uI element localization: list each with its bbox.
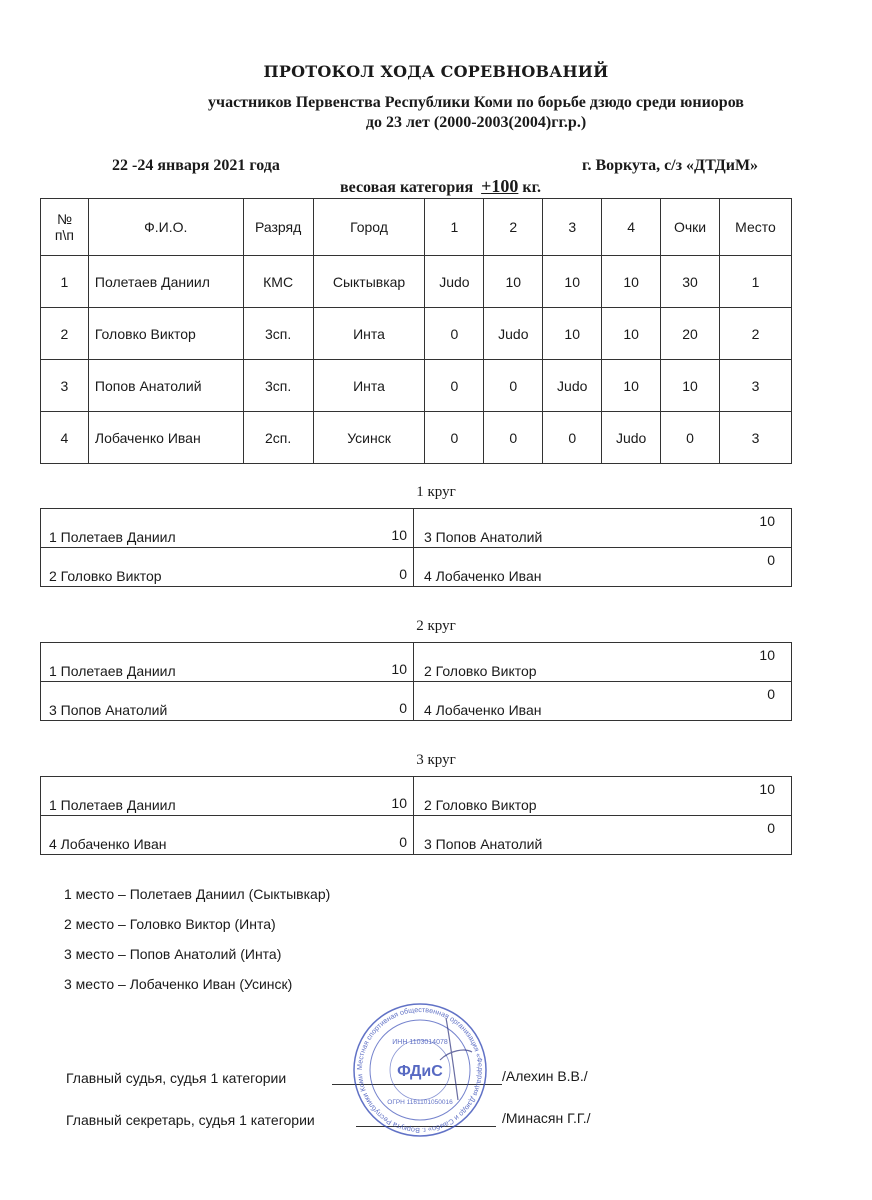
stamp-ring-text: Местная спортивная общественная организация «Федерация Дзюдо и Самбо» г. Воркута Республики Коми bbox=[354, 1004, 486, 1136]
column-header: Место bbox=[720, 199, 792, 256]
table-cell: 0 bbox=[425, 360, 484, 412]
right-competitor-cell bbox=[414, 548, 791, 586]
round-bouts bbox=[40, 776, 792, 855]
column-header: 3 bbox=[543, 199, 602, 256]
column-header: 4 bbox=[602, 199, 661, 256]
final-place-line: 2 место – Головко Виктор (Инта) bbox=[64, 916, 276, 932]
table-cell: 3сп. bbox=[243, 360, 313, 412]
table-cell: 1 bbox=[720, 256, 792, 308]
table-cell: Попов Анатолий bbox=[88, 360, 243, 412]
competitor-name: 3 Попов Анатолий bbox=[424, 529, 543, 545]
column-header: Город bbox=[313, 199, 425, 256]
table-cell: КМС bbox=[243, 256, 313, 308]
table-row bbox=[41, 256, 792, 308]
table-cell: 0 bbox=[661, 412, 720, 464]
table-cell: 10 bbox=[602, 256, 661, 308]
competitor-name: 3 Попов Анатолий bbox=[424, 836, 543, 852]
weight-unit: кг. bbox=[522, 179, 542, 196]
competitor-score: 0 bbox=[399, 700, 407, 716]
table-cell: 0 bbox=[484, 412, 543, 464]
column-header: 1 bbox=[425, 199, 484, 256]
table-cell: 10 bbox=[543, 256, 602, 308]
table-cell: 2 bbox=[720, 308, 792, 360]
stamp-center-text: ФДиС bbox=[397, 1063, 443, 1080]
competitor-name: 2 Головко Виктор bbox=[424, 663, 537, 679]
competitor-name: 4 Лобаченко Иван bbox=[424, 702, 542, 718]
table-cell: Головко Виктор bbox=[88, 308, 243, 360]
right-competitor-cell bbox=[414, 816, 791, 854]
final-place-line: 1 место – Полетаев Даниил (Сыктывкар) bbox=[64, 886, 331, 902]
competitor-score: 10 bbox=[759, 513, 775, 529]
table-cell: 10 bbox=[602, 308, 661, 360]
subtitle-line-2: до 23 лет (2000-2003(2004)гг.р.) bbox=[365, 114, 587, 131]
event-place: г. Воркута, с/з «ДТДиМ» bbox=[582, 157, 759, 174]
round-bouts bbox=[40, 508, 792, 587]
competitor-score: 10 bbox=[759, 781, 775, 797]
competitor-score: 0 bbox=[399, 566, 407, 582]
left-competitor-cell bbox=[41, 643, 414, 681]
right-competitor-cell bbox=[414, 509, 791, 547]
table-cell: 0 bbox=[484, 360, 543, 412]
table-cell: Judo bbox=[425, 256, 484, 308]
table-cell: Усинск bbox=[313, 412, 425, 464]
table-cell: 1 bbox=[41, 256, 89, 308]
chief-judge-label: Главный судья, судья 1 категории bbox=[66, 1070, 287, 1086]
bout-row bbox=[41, 682, 791, 720]
weight-category bbox=[340, 176, 541, 197]
results-table bbox=[40, 198, 792, 464]
table-cell: 3 bbox=[720, 412, 792, 464]
column-header: № п\п bbox=[41, 199, 89, 256]
bout-row bbox=[41, 816, 791, 854]
bout-row bbox=[41, 548, 791, 586]
table-cell: 3 bbox=[41, 360, 89, 412]
competitor-score: 10 bbox=[391, 795, 407, 811]
table-cell: 20 bbox=[661, 308, 720, 360]
competitor-name: 1 Полетаев Даниил bbox=[49, 797, 176, 813]
bout-row bbox=[41, 777, 791, 816]
competitor-score: 0 bbox=[767, 686, 775, 702]
competitor-score: 10 bbox=[391, 527, 407, 543]
event-dates: 22 -24 января 2021 года bbox=[112, 157, 280, 174]
left-competitor-cell bbox=[41, 548, 414, 586]
page-title: ПРОТОКОЛ ХОДА СОРЕВНОВАНИЙ bbox=[263, 62, 609, 81]
stamp-inn: ИНН 1103014078 bbox=[392, 1039, 448, 1046]
subtitle-line-1: участников Первенства Республики Коми по борьбе дзюдо среди юниоров bbox=[208, 94, 744, 111]
round-title: 3 круг bbox=[416, 752, 456, 768]
table-cell: 0 bbox=[543, 412, 602, 464]
competitor-score: 0 bbox=[767, 552, 775, 568]
right-competitor-cell bbox=[414, 777, 791, 815]
table-header-row bbox=[41, 199, 792, 256]
table-cell: 3сп. bbox=[243, 308, 313, 360]
table-row bbox=[41, 412, 792, 464]
weight-label: весовая категория bbox=[340, 179, 474, 196]
column-header: Ф.И.О. bbox=[88, 199, 243, 256]
round-title: 2 круг bbox=[416, 618, 456, 634]
table-cell: Инта bbox=[313, 360, 425, 412]
table-cell: 10 bbox=[661, 360, 720, 412]
left-competitor-cell bbox=[41, 777, 414, 815]
final-place-line: 3 место – Попов Анатолий (Инта) bbox=[64, 946, 282, 962]
table-cell: 3 bbox=[720, 360, 792, 412]
table-cell: Инта bbox=[313, 308, 425, 360]
table-cell: Judo bbox=[602, 412, 661, 464]
left-competitor-cell bbox=[41, 509, 414, 547]
table-cell: 2 bbox=[41, 308, 89, 360]
chief-secretary-name: /Минасян Г.Г./ bbox=[502, 1110, 591, 1126]
table-cell: Judo bbox=[543, 360, 602, 412]
column-header: Разряд bbox=[243, 199, 313, 256]
table-cell: 4 bbox=[41, 412, 89, 464]
round-bouts bbox=[40, 642, 792, 721]
table-cell: Judo bbox=[484, 308, 543, 360]
table-cell: Сыктывкар bbox=[313, 256, 425, 308]
competitor-name: 2 Головко Виктор bbox=[424, 797, 537, 813]
left-competitor-cell bbox=[41, 682, 414, 720]
table-cell: 30 bbox=[661, 256, 720, 308]
competitor-score: 10 bbox=[391, 661, 407, 677]
competitor-name: 1 Полетаев Даниил bbox=[49, 663, 176, 679]
chief-secretary-label: Главный секретарь, судья 1 категории bbox=[66, 1112, 315, 1128]
round-title: 1 круг bbox=[416, 484, 456, 500]
stamp-ogrn: ОГРН 1161101050016 bbox=[387, 1099, 453, 1106]
competitor-name: 4 Лобаченко Иван bbox=[49, 836, 167, 852]
final-place-line: 3 место – Лобаченко Иван (Усинск) bbox=[64, 976, 293, 992]
competitor-name: 4 Лобаченко Иван bbox=[424, 568, 542, 584]
table-cell: 2сп. bbox=[243, 412, 313, 464]
competitor-name: 1 Полетаев Даниил bbox=[49, 529, 176, 545]
competitor-score: 0 bbox=[399, 834, 407, 850]
bout-row bbox=[41, 643, 791, 682]
table-cell: 10 bbox=[484, 256, 543, 308]
table-row bbox=[41, 360, 792, 412]
table-cell: 0 bbox=[425, 308, 484, 360]
table-cell: Полетаев Даниил bbox=[88, 256, 243, 308]
competitor-score: 0 bbox=[767, 820, 775, 836]
left-competitor-cell bbox=[41, 816, 414, 854]
competitor-name: 3 Попов Анатолий bbox=[49, 702, 168, 718]
table-cell: 10 bbox=[543, 308, 602, 360]
weight-value: +100 bbox=[481, 176, 519, 196]
table-cell: 0 bbox=[425, 412, 484, 464]
bout-row bbox=[41, 509, 791, 548]
competitor-score: 10 bbox=[759, 647, 775, 663]
table-row bbox=[41, 308, 792, 360]
chief-judge-name: /Алехин В.В./ bbox=[502, 1068, 588, 1084]
table-cell: Лобаченко Иван bbox=[88, 412, 243, 464]
organization-stamp bbox=[350, 1000, 490, 1140]
competitor-name: 2 Головко Виктор bbox=[49, 568, 162, 584]
right-competitor-cell bbox=[414, 643, 791, 681]
column-header: 2 bbox=[484, 199, 543, 256]
column-header: Очки bbox=[661, 199, 720, 256]
right-competitor-cell bbox=[414, 682, 791, 720]
table-cell: 10 bbox=[602, 360, 661, 412]
